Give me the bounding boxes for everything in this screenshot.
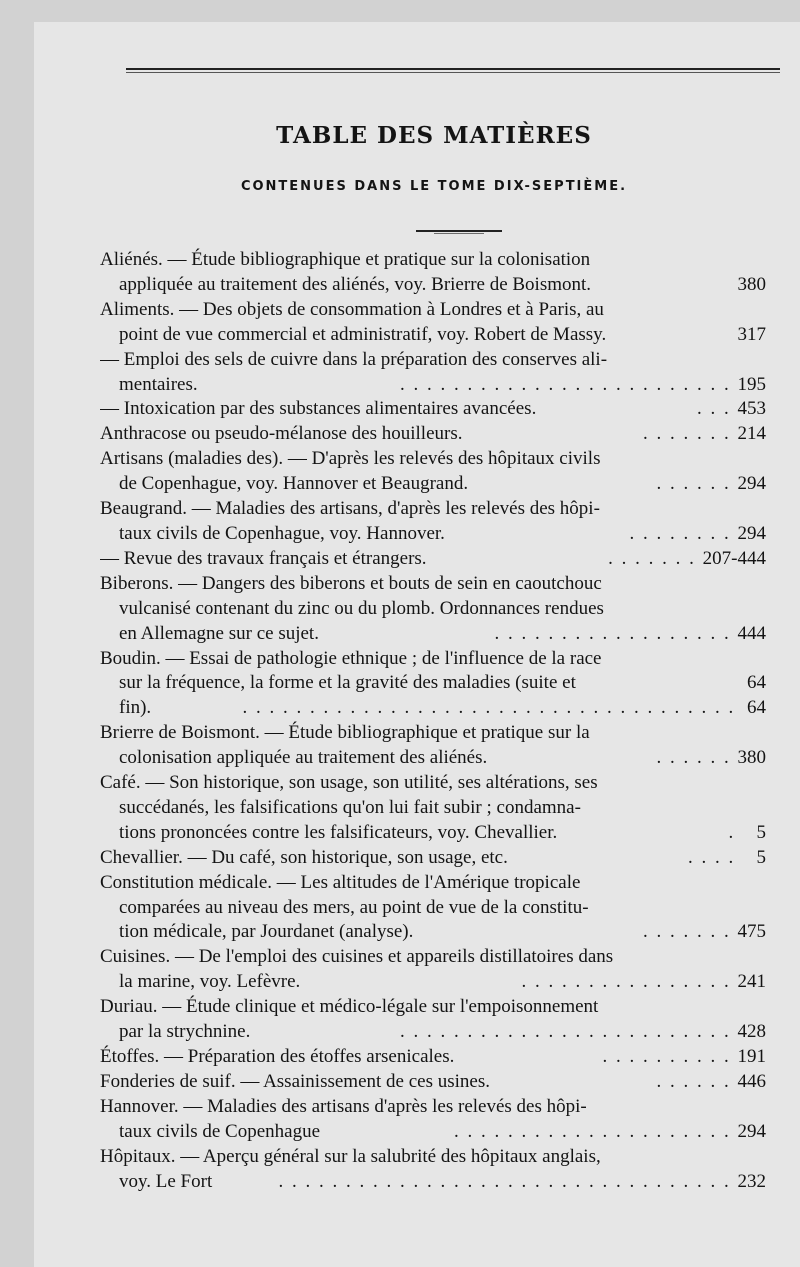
- entry-line: tions prononcées contre les falsificateurs, voy. Chevallier.: [119, 821, 558, 843]
- page-number: 64: [747, 697, 766, 719]
- dot-leader: . . . . . . . .: [629, 522, 738, 544]
- page-number: 294: [737, 473, 766, 495]
- entry-line: taux civils de Copenhague, voy. Hannover.: [119, 522, 445, 544]
- entry-line: Étoffes. — Préparation des étoffes arsenicales.: [100, 1046, 455, 1067]
- entry-line: colonisation appliquée au traitement des aliénés.: [119, 747, 488, 769]
- entry-line: succédanés, les falsifications qu'on lui fait subir ; condamna-: [119, 796, 581, 818]
- entry-line: Hannover. — Maladies des artisans d'après les relevés des hôpi-: [100, 1095, 587, 1117]
- entry-line: Hôpitaux. — Aperçu général sur la salubrité des hôpitaux anglais,: [100, 1145, 601, 1167]
- toc-entry[interactable]: [100, 1095, 766, 1145]
- toc-entry[interactable]: [100, 298, 766, 348]
- toc-entry[interactable]: [100, 846, 766, 871]
- entry-line: en Allemagne sur ce sujet.: [119, 622, 319, 644]
- toc-entry[interactable]: [100, 397, 766, 422]
- page-number: 294: [737, 1120, 766, 1142]
- dot-leader: . . . . . . . . . . . . . . . . . . . . . . . . .: [400, 1021, 738, 1043]
- entry-line: Beaugrand. — Maladies des artisans, d'après les relevés des hôpi-: [100, 498, 600, 520]
- dot-leader: . . . . . . . . . . . . . . . . . . . . .: [454, 1120, 738, 1142]
- entry-line: Café. — Son historique, son usage, son utilité, ses altérations, ses: [100, 772, 598, 794]
- page-number: 446: [737, 1070, 766, 1092]
- page-number: 207-444: [702, 547, 766, 569]
- entry-line: mentaires.: [119, 373, 198, 395]
- toc-entry[interactable]: [100, 348, 766, 398]
- dot-leader: . . .: [697, 398, 738, 420]
- entry-line: Cuisines. — De l'emploi des cuisines et appareils distillatoires dans: [100, 946, 614, 968]
- toc-entry[interactable]: [100, 995, 766, 1045]
- dot-leader: . . . .: [688, 846, 742, 868]
- toc-entry[interactable]: [100, 422, 766, 447]
- entry-line: Biberons. — Dangers des biberons et bouts de sein en caoutchouc: [100, 572, 602, 594]
- page-subtitle: CONTENUES DANS LE TOME DIX-SEPTIÈME.: [240, 179, 628, 194]
- entry-line: comparées au niveau des mers, au point de vue de la constitu-: [119, 896, 589, 918]
- entry-line: Chevallier. — Du café, son historique, son usage, etc.: [100, 846, 508, 868]
- toc-entry[interactable]: [100, 248, 766, 298]
- dot-leader: . . . . . . . . . . . . . . . . . . . . . . . . . . . . . . . . . .: [278, 1170, 738, 1192]
- entry-line: voy. Le Fort: [119, 1170, 213, 1192]
- page-number: 444: [737, 622, 766, 644]
- entry-line: Artisans (maladies des). — D'après les relevés des hôpitaux civils: [100, 448, 601, 470]
- entry-line: vulcanisé contenant du zinc ou du plomb. Ordonnances rendues: [119, 597, 604, 619]
- page-number: 380: [737, 747, 766, 769]
- entry-line: Fonderies de suif. — Assainissement de ces usines.: [100, 1070, 490, 1092]
- toc-entry[interactable]: [100, 1045, 766, 1070]
- page-title: TABLE DES MATIÈRES: [276, 122, 592, 149]
- page-number: 380: [737, 273, 766, 295]
- page-number: 195: [737, 373, 766, 395]
- entry-line: fin).: [119, 697, 152, 719]
- table-of-contents: [100, 248, 766, 1194]
- page-number: 453: [737, 398, 766, 420]
- page-number: 317: [737, 323, 766, 345]
- toc-entry[interactable]: [100, 572, 766, 647]
- entry-line: Brierre de Boismont. — Étude bibliographique et pratique sur la: [100, 722, 590, 744]
- toc-entry[interactable]: [100, 945, 766, 995]
- dot-leader: . . . . . . .: [643, 921, 738, 943]
- entry-line: par la strychnine.: [119, 1021, 251, 1043]
- page-number: 475: [737, 921, 766, 943]
- dot-leader: . . . . . . . . . .: [602, 1046, 738, 1067]
- toc-entry[interactable]: [100, 871, 766, 946]
- page-number: 5: [756, 821, 766, 843]
- toc-entry[interactable]: [100, 447, 766, 497]
- entry-line: de Copenhague, voy. Hannover et Beaugrand.: [119, 473, 469, 495]
- entry-line: Aliénés. — Étude bibliographique et pratique sur la colonisation: [100, 249, 591, 270]
- ornament-divider: [414, 228, 504, 234]
- dot-leader: . . . . . . .: [608, 547, 703, 569]
- dot-leader: . . . . . . .: [643, 423, 738, 445]
- dot-leader: . . . . . .: [656, 1070, 738, 1092]
- page-number: 294: [737, 522, 766, 544]
- dot-leader: . . . . . . . . . . . . . . . . . . . . . . . . . . . . . . . . . . . . .: [242, 697, 742, 719]
- dot-leader: . . . . . . . . . . . . . . . . . .: [494, 622, 738, 644]
- entry-line: appliquée au traitement des aliénés, voy. Brierre de Boismont.: [119, 273, 592, 295]
- toc-entry[interactable]: [100, 771, 766, 846]
- dot-leader: . . . . . .: [656, 473, 738, 495]
- page-number: 214: [737, 423, 766, 445]
- entry-line: taux civils de Copenhague: [119, 1120, 321, 1142]
- page-number: 241: [737, 971, 766, 993]
- entry-line: tion médicale, par Jourdanet (analyse).: [119, 921, 414, 943]
- entry-line: la marine, voy. Lefèvre.: [119, 971, 301, 993]
- entry-line: Duriau. — Étude clinique et médico-légale sur l'empoisonnement: [100, 996, 599, 1018]
- dot-leader: . . . . . .: [656, 747, 738, 769]
- toc-entry[interactable]: [100, 547, 766, 572]
- toc-entry[interactable]: [100, 721, 766, 771]
- top-rule: [126, 68, 780, 73]
- entry-line: Constitution médicale. — Les altitudes de l'Amérique tropicale: [100, 871, 581, 893]
- page-number: 191: [737, 1046, 766, 1067]
- entry-line: Boudin. — Essai de pathologie ethnique ; de l'influence de la race: [100, 647, 602, 669]
- entry-line: Aliments. — Des objets de consommation à Londres et à Paris, au: [100, 298, 604, 320]
- page-number: 5: [756, 846, 766, 868]
- entry-line: — Revue des travaux français et étrangers.: [100, 547, 427, 569]
- page-number: 428: [737, 1021, 766, 1043]
- entry-line: sur la fréquence, la forme et la gravité des maladies (suite et: [119, 672, 576, 694]
- page-number: 232: [737, 1170, 766, 1192]
- dot-leader: . . . . . . . . . . . . . . . .: [521, 971, 738, 993]
- entry-line: Anthracose ou pseudo-mélanose des houilleurs.: [100, 423, 463, 445]
- dot-leader: .: [728, 821, 742, 843]
- toc-entry[interactable]: [100, 497, 766, 547]
- toc-entry[interactable]: [100, 1070, 766, 1095]
- entry-line: — Intoxication par des substances alimentaires avancées.: [100, 398, 537, 420]
- page-number: 64: [747, 672, 766, 694]
- dot-leader: . . . . . . . . . . . . . . . . . . . . . . . . .: [400, 373, 738, 395]
- entry-line: point de vue commercial et administratif, voy. Robert de Massy.: [119, 323, 607, 345]
- entry-line: — Emploi des sels de cuivre dans la préparation des conserves ali-: [100, 348, 608, 370]
- toc-entry[interactable]: [100, 647, 766, 722]
- toc-entry[interactable]: [100, 1145, 766, 1195]
